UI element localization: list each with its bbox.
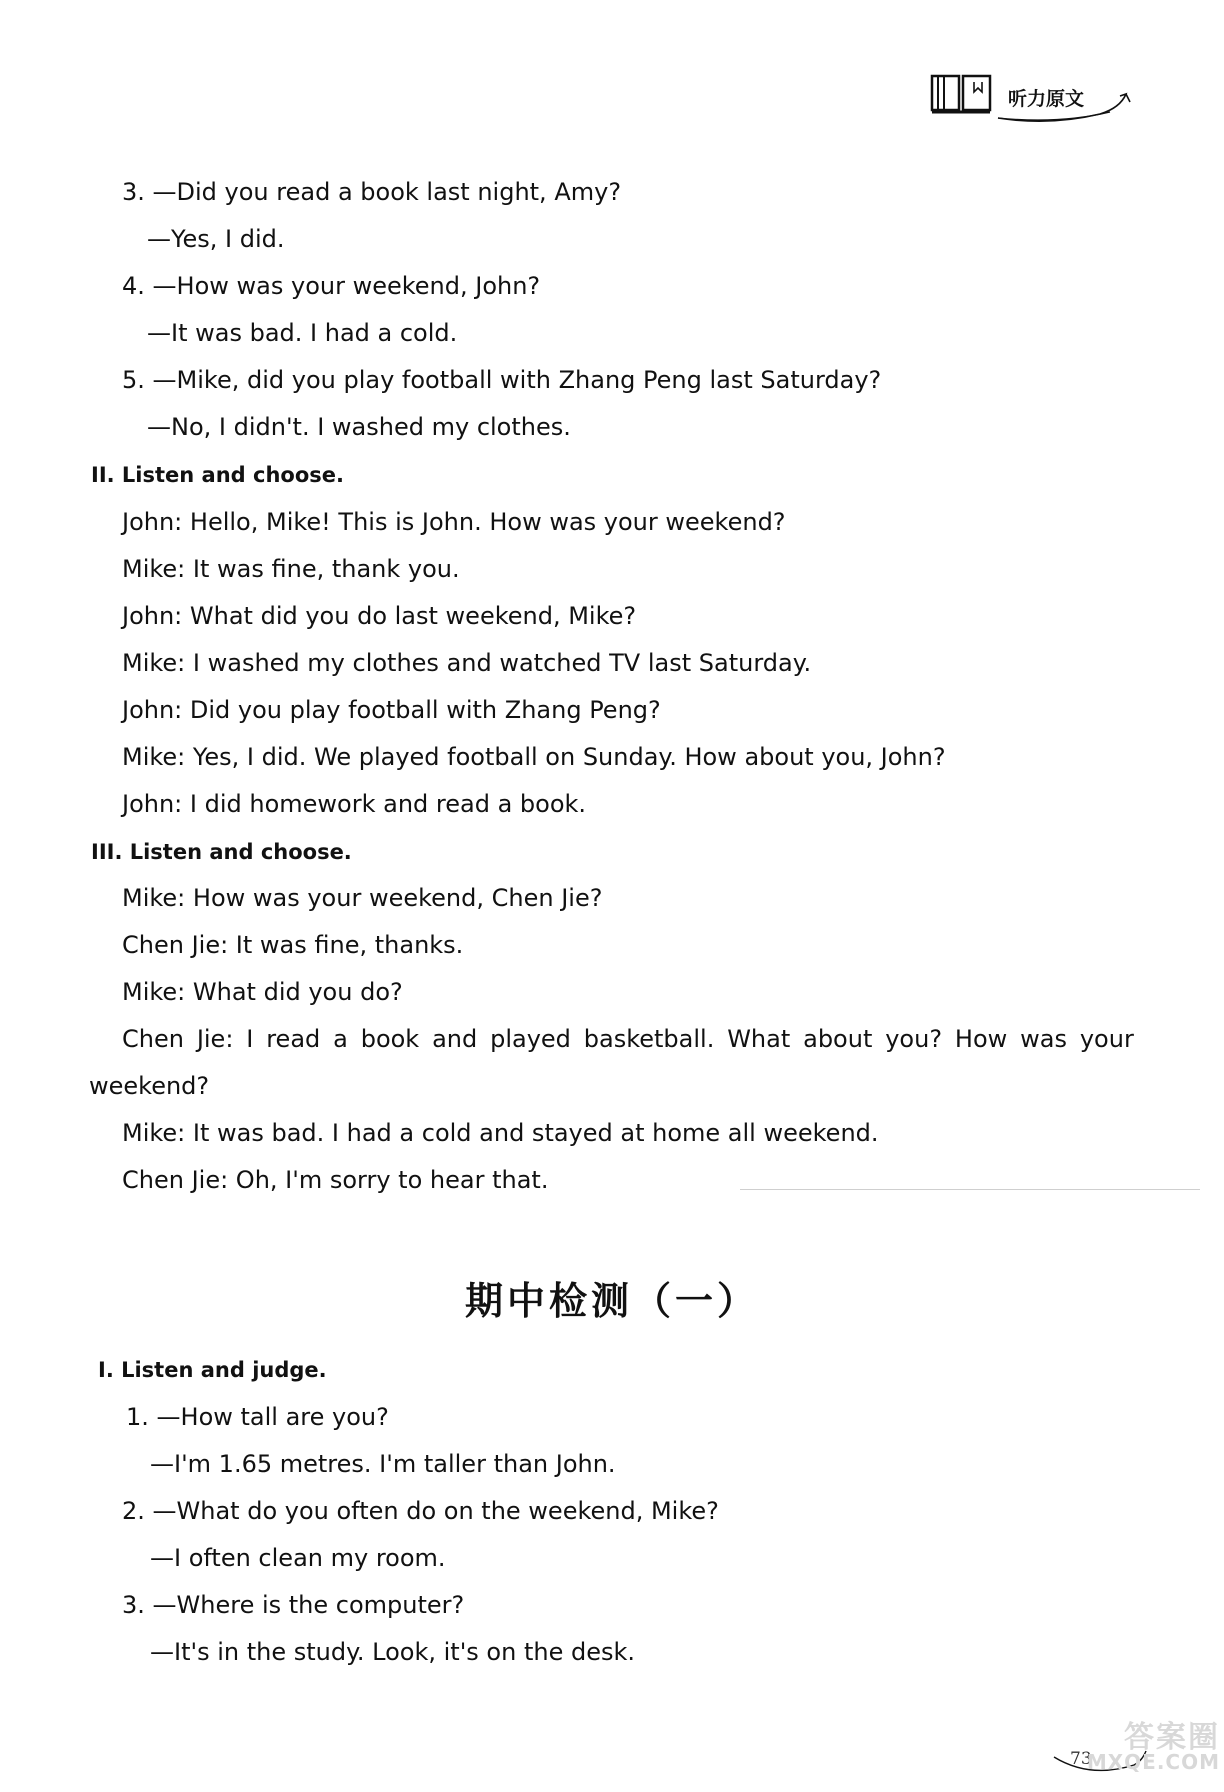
watermark (1060, 1712, 1220, 1792)
dialogue-line: Mike: I washed my clothes and watched TV last Saturday. (122, 649, 812, 677)
dialogue-word: basketball. (583, 1025, 715, 1053)
dialogue-line-justified (122, 1025, 1134, 1053)
section-title: 期中检测（一） (464, 1279, 759, 1323)
dialogue-line: Mike: It was bad. I had a cold and stayed at home all weekend. (122, 1119, 879, 1147)
midterm-item-3-answer: —It's in the study. Look, it's on the desk. (150, 1638, 635, 1666)
dialogue-line: Chen Jie: Oh, I'm sorry to hear that. (122, 1166, 549, 1194)
dialogue-word: a (333, 1025, 348, 1053)
watermark-bottom-text: MXQE.COM (1086, 1750, 1220, 1774)
open-book-icon (930, 72, 992, 116)
header-label: 听力原文 (1008, 88, 1085, 110)
dialogue-word: about (803, 1025, 873, 1053)
dialogue-line: John: What did you do last weekend, Mike? (122, 602, 637, 630)
prev-item-3-answer: —Yes, I did. (147, 225, 285, 253)
prev-item-3-question: 3. —Did you read a book last night, Amy? (122, 178, 622, 206)
prev-item-5-question: 5. —Mike, did you play football with Zhang Peng last Saturday? (122, 366, 882, 394)
dialogue-line: Mike: How was your weekend, Chen Jie? (122, 884, 603, 912)
dialogue-line: Chen Jie: It was fine, thanks. (122, 931, 464, 959)
dialogue-word: read (266, 1025, 321, 1053)
dialogue-line: Mike: Yes, I did. We played football on Sunday. How about you, John? (122, 743, 946, 771)
dialogue-word: Jie: (196, 1025, 234, 1053)
midterm-item-1-answer: —I'm 1.65 metres. I'm taller than John. (150, 1450, 616, 1478)
dialogue-line: Mike: It was fine, thank you. (122, 555, 460, 583)
midterm-item-1-question: 1. —How tall are you? (126, 1403, 389, 1431)
dialogue-word: you? (885, 1025, 943, 1053)
header-badge (930, 66, 1150, 138)
dialogue-word: and (432, 1025, 478, 1053)
dialogue-word: your (1079, 1025, 1134, 1053)
watermark-top-text: 答案圈 (1124, 1720, 1220, 1755)
dialogue-line: John: Did you play football with Zhang Peng? (122, 696, 661, 724)
section-2-heading: II. Listen and choose. (91, 463, 344, 487)
dialogue-word: Chen (122, 1025, 184, 1053)
prev-item-5-answer: —No, I didn't. I washed my clothes. (147, 413, 571, 441)
dialogue-word: What (727, 1025, 791, 1053)
dialogue-line-continuation: weekend? (89, 1072, 210, 1100)
dialogue-word: played (490, 1025, 571, 1053)
prev-item-4-question: 4. —How was your weekend, John? (122, 272, 541, 300)
prev-item-4-answer: —It was bad. I had a cold. (147, 319, 458, 347)
midterm-item-3-question: 3. —Where is the computer? (122, 1591, 465, 1619)
dialogue-word: I (246, 1025, 254, 1053)
midterm-item-2-question: 2. —What do you often do on the weekend, Mike? (122, 1497, 719, 1525)
dialogue-word: How (954, 1025, 1008, 1053)
section-3-heading: III. Listen and choose. (91, 840, 352, 864)
page-number: 73 (1070, 1749, 1092, 1769)
divider-rule (740, 1189, 1200, 1190)
dialogue-word: book (360, 1025, 420, 1053)
dialogue-line: Mike: What did you do? (122, 978, 403, 1006)
midterm-item-2-answer: —I often clean my room. (150, 1544, 446, 1572)
dialogue-line: John: Hello, Mike! This is John. How was your weekend? (122, 508, 786, 536)
midterm-section-1-heading: I. Listen and judge. (98, 1358, 327, 1382)
dialogue-line: John: I did homework and read a book. (122, 790, 587, 818)
dialogue-word: was (1020, 1025, 1067, 1053)
